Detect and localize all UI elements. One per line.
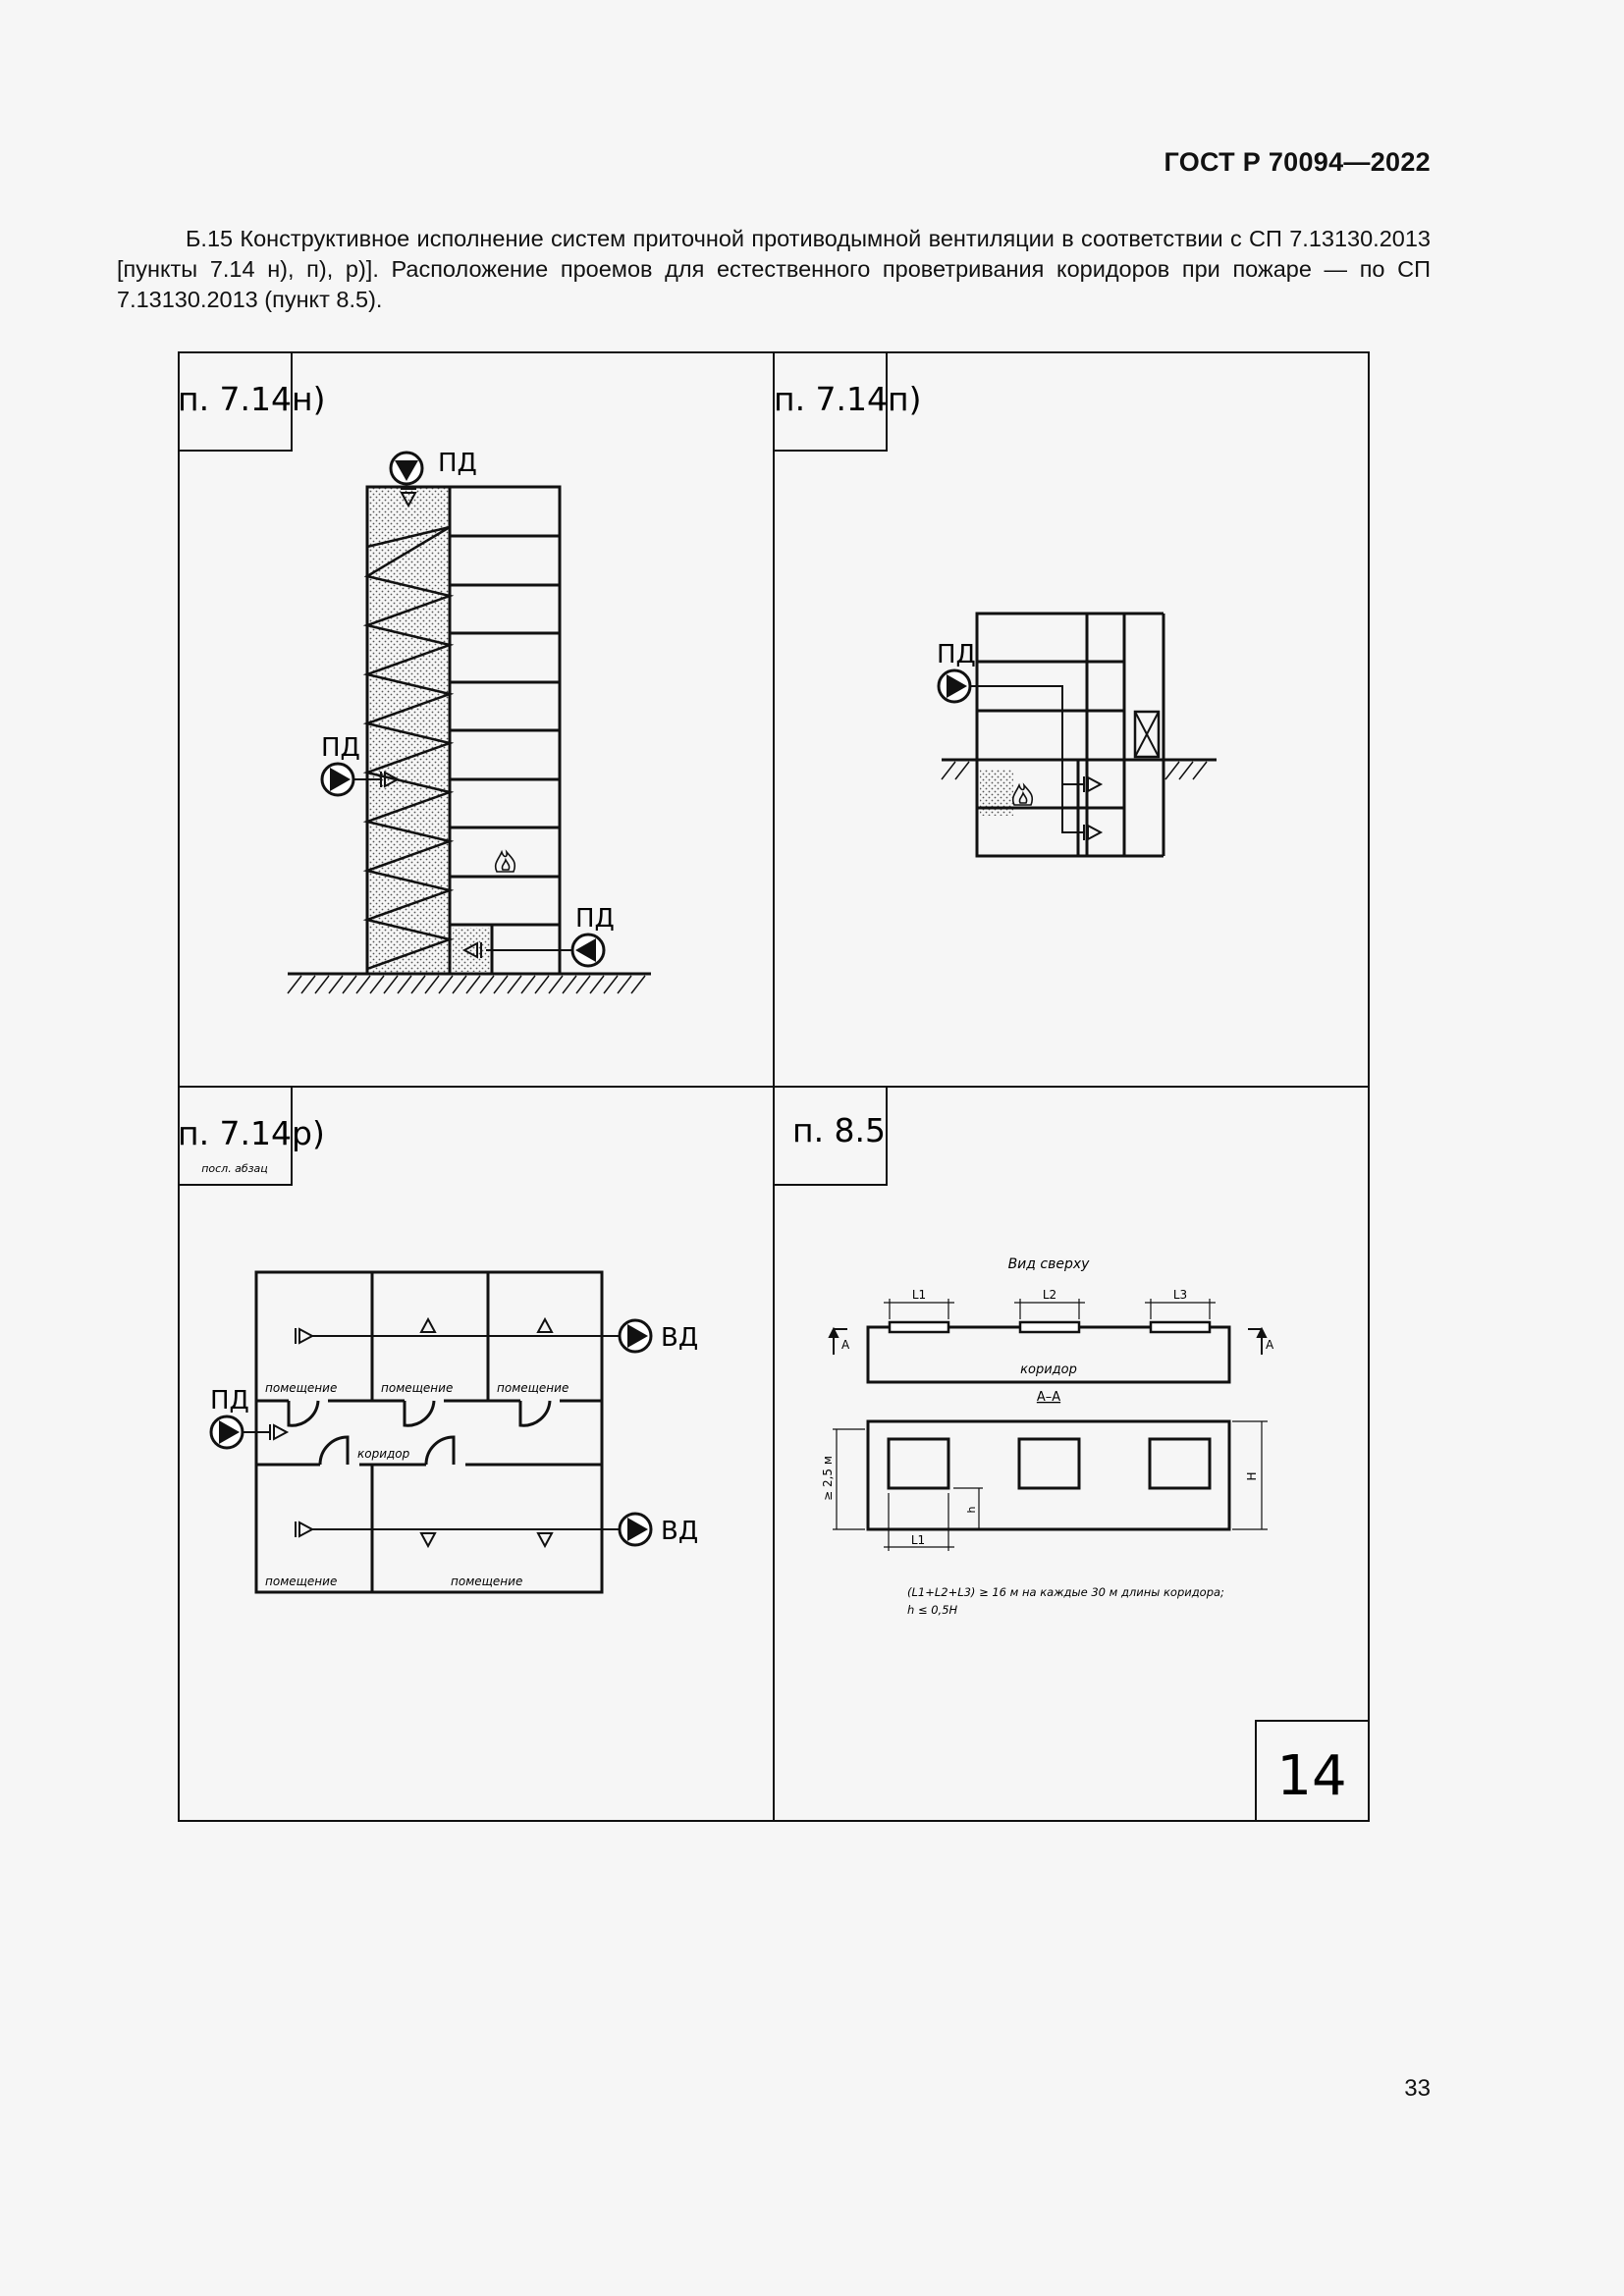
page-number: 33 — [1404, 2075, 1431, 2102]
panel4-tag: п. 8.5 — [792, 1111, 887, 1149]
panel3-fan-left-label: ПД — [210, 1386, 249, 1415]
room-label-2: помещение — [381, 1381, 454, 1395]
top-view-corridor-label: коридор — [1020, 1362, 1077, 1377]
section-mark-right: А — [1266, 1338, 1274, 1352]
panel1-fan-top-label: ПД — [438, 449, 477, 478]
panel3-tag-sub: посл. абзац — [201, 1162, 268, 1175]
section-title: А–А — [1036, 1390, 1061, 1405]
panel-7-14p — [774, 352, 1217, 856]
dim-H: H — [1245, 1471, 1259, 1481]
figure-drawing — [178, 351, 1370, 1822]
note-line-1: (L1+L2+L3) ≥ 16 м на каждые 30 м длины коридора; — [907, 1585, 1224, 1599]
dim-h-small: h — [965, 1506, 978, 1514]
panel1-fan-mid-label: ПД — [321, 733, 360, 763]
note-line-2: h ≤ 0,5H — [907, 1603, 958, 1617]
room-label-4: помещение — [265, 1575, 338, 1588]
figure-smoke-ventilation — [178, 351, 1370, 1822]
panel1-tag: п. 7.14н) — [178, 380, 326, 418]
document-id: ГОСТ Р 70094—2022 — [1164, 147, 1431, 177]
dim-min-height: ≥ 2,5 м — [821, 1456, 835, 1501]
panel2-fan-label: ПД — [937, 640, 976, 669]
dim-l3-top: L3 — [1172, 1288, 1188, 1302]
corridor-label: коридор — [357, 1447, 410, 1461]
section-mark-left: А — [841, 1338, 850, 1352]
panel3-tag: п. 7.14р) — [178, 1114, 325, 1152]
panel2-tag: п. 7.14п) — [774, 380, 922, 418]
dim-l2-top: L2 — [1042, 1288, 1057, 1302]
sheet-number: 14 — [1276, 1744, 1347, 1808]
dim-l1-top: L1 — [911, 1288, 927, 1302]
panel-7-14r — [178, 1087, 698, 1592]
room-label-1: помещение — [265, 1381, 338, 1395]
view-title: Вид сверху — [1007, 1256, 1090, 1272]
panel-7-14n — [178, 352, 651, 993]
dim-l1-bottom: L1 — [910, 1533, 926, 1547]
room-label-3: помещение — [497, 1381, 569, 1395]
room-label-5: помещение — [451, 1575, 523, 1588]
panel1-fan-bottom-label: ПД — [575, 904, 615, 934]
panel3-fan-right-top-label: ВД — [661, 1323, 699, 1353]
paragraph-b15: Б.15 Конструктивное исполнение систем приточной противодымной вентиляции в соответствии с СП 7.13130.2013 [пункты 7.14 н), п), р)]. Расположение проемов для естественного проветривания коридоров при пожаре — по СП 7.13130.2013 (пункт 8.5). — [117, 226, 1431, 312]
panel-8-5 — [774, 1087, 1369, 1821]
panel3-fan-right-bottom-label: ВД — [661, 1517, 699, 1546]
